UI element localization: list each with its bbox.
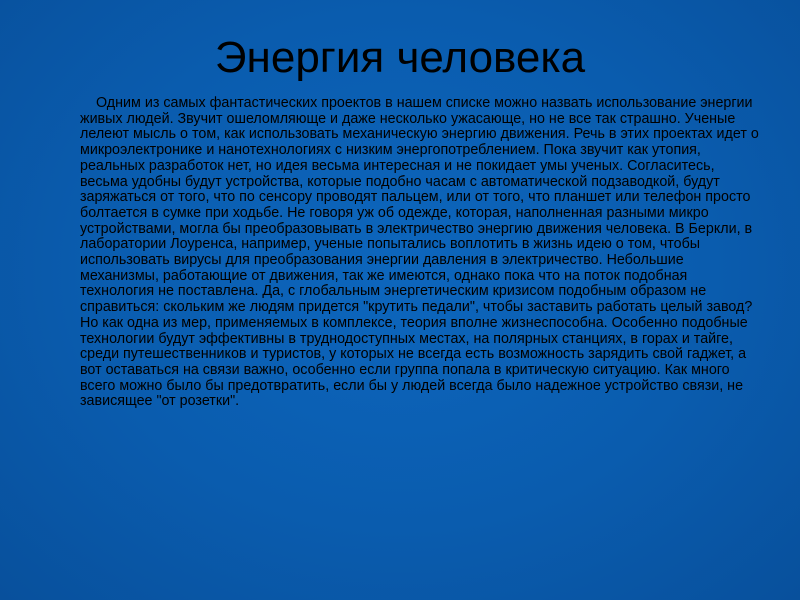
- slide-body-text: Одним из самых фантастических проектов в нашем списке можно назвать использование энергии живых людей. Звучит ошеломляюще и даже несколько ужасающе, но не все так страшно. Ученые лелеют мысль о том, как использовать механическую энергию движения. Речь в этих проектах идет о микроэлектронике и нанотехнологиях с низким энергопотреблением. Пока звучит как утопия, реальных разработок нет, но идея весьма интересная и не покидает умы ученых. Согласитесь, весьма удобны будут устройства, которые подобно часам с автоматической подзаводкой, будут заряжаться от того, что по сенсору проводят пальцем, или от того, что планшет или телефон просто болтается в сумке при ходьбе. Не говоря уж об одежде, которая, наполненная разными микро устройствами, могла бы преобразовывать в электричество энергию движения человека. В Беркли, в лаборатории Лоуренса, например, ученые попытались воплотить в жизнь идею о том, чтобы использовать вирусы для преобразования энергии давления в электричество. Небольшие механизмы, работающие от движения, так же имеются, однако пока что на поток подобная технология не поставлена. Да, с глобальным энергетическим кризисом подобным образом не справиться: скольким же людям придется "крутить педали", чтобы заставить работать целый завод? Но как одна из мер, применяемых в комплексе, теория вполне жизнеспособна. Особенно подобные технологии будут эффективны в труднодоступных местах, на полярных станциях, в горах и тайге, среди путешественников и туристов, у которых не всегда есть возможность зарядить свой гаджет, а вот оставаться на связи важно, особенно если группа попала в критическую ситуацию. Как много всего можно было бы предотвратить, если бы у людей всегда было надежное устройство связи, не зависящее "от розетки".: [80, 95, 759, 410]
- slide-title: Энергия человека: [214, 33, 586, 82]
